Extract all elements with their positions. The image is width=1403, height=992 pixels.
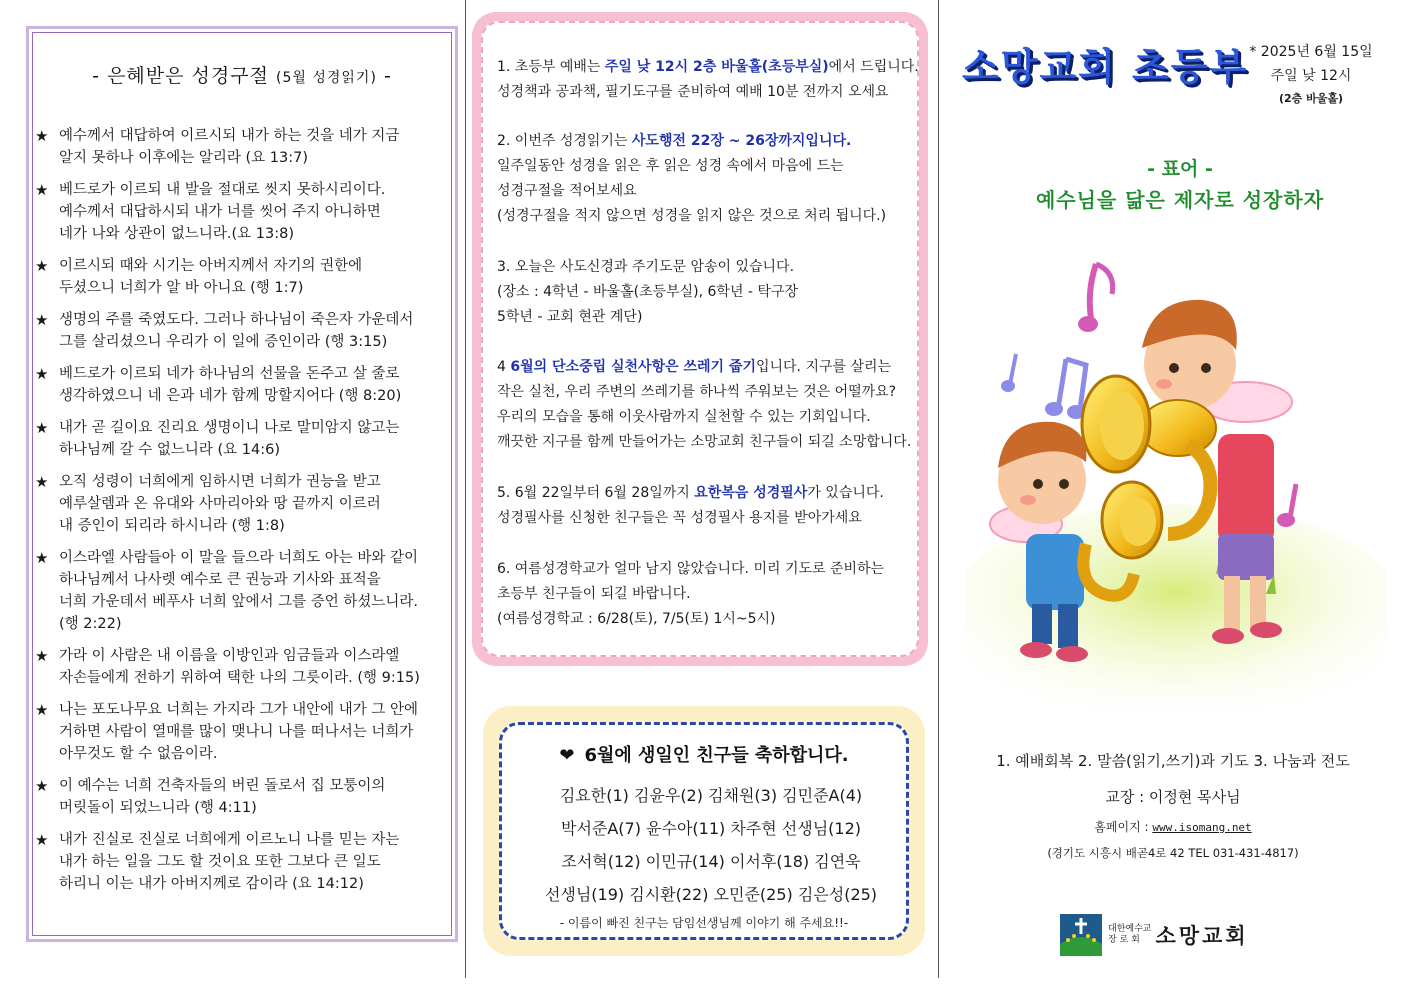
- birthday-line: 선생님(19) 김시환(22) 오민준(25) 김은성(25): [544, 885, 878, 904]
- notice-2-text-b: 일주일동안 성경을 읽은 후 읽은 성경 속에서 마음에 드는 성경구절을 적어보세요 (성경구절을 적지 않으면 성경을 읽지 않은 것으로 처리 됩니다.): [497, 158, 887, 224]
- verse-item: [35, 775, 455, 819]
- notice-panel: [472, 12, 928, 666]
- birthday-names: [516, 779, 906, 911]
- notice-2-text-a: 2. 이번주 성경읽기는: [497, 133, 632, 149]
- verse-text: 이르시되 때와 시기는 아버지께서 자기의 권한에 두셨으니 너희가 알 바 아니요 (행 1:7): [59, 258, 363, 296]
- verse-item: [35, 125, 455, 169]
- verse-text: 예수께서 대답하여 이르시되 내가 하는 것을 네가 지금 알지 못하나 이후에는 알리라 (요 13:7): [59, 128, 400, 166]
- verse-text: 가라 이 사람은 내 이름을 이방인과 임금들과 이스라엘 자손들에게 전하기 위하여 택한 나의 그릇이라. (행 9:15): [59, 648, 420, 686]
- verse-title-end: -: [383, 65, 392, 87]
- verse-text: 베드로가 이르되 네가 하나님의 선물을 돈주고 살 줄로 생각하였으니 네 은과 네가 함께 망할지어다 (행 8:20): [59, 366, 402, 404]
- church-address: (경기도 시흥시 배곧4로 42 TEL 031-431-4817): [1047, 846, 1299, 860]
- birthday-panel: [483, 706, 925, 956]
- church-title: 소망교회 초등부: [962, 45, 1249, 89]
- verse-text: 이 예수는 너희 건축자들의 버린 돌로서 집 모퉁이의 머릿돌이 되었느니라 (행 4:11): [59, 778, 386, 816]
- homepage-line: [958, 818, 1388, 835]
- notice-item-3: 3. 오늘은 사도신경과 주기도문 암송이 있습니다. (장소 : 4학년 - 바울홀(초등부실), 6학년 - 탁구장 5학년 - 교회 현관 계단): [497, 259, 799, 325]
- notice-4-highlight: 6월의 단소중립 실천사항은 쓰레기 줍기: [510, 359, 756, 375]
- birthday-title: [502, 741, 906, 767]
- star-icon: ★: [35, 549, 49, 567]
- verse-text: 오직 성령이 너희에게 임하시면 너희가 권능을 받고 예루살렘과 온 유대와 사마리아와 땅 끝까지 이르러 내 증인이 되리라 하시니라 (행 1:8): [59, 474, 381, 534]
- verse-item: [35, 471, 455, 537]
- notice-5-text-b: 가 있습니다. 성경필사를 신청한 친구들은 꼭 성경필사 용지를 받아가세요: [497, 485, 884, 526]
- notice-item-2: [497, 129, 927, 229]
- star-icon: ★: [35, 647, 49, 665]
- service-date-block: [1236, 40, 1386, 110]
- motto-text: 예수님을 닮은 제자로 성장하자: [1035, 188, 1325, 212]
- notice-5-text-a: 5. 6월 22일부터 6월 28일까지: [497, 485, 695, 501]
- service-date: * 2025년 6월 15일: [1249, 44, 1373, 60]
- vision-statement: 1. 예배회복 2. 말씀(읽기,쓰기)과 기도 3. 나눔과 전도: [996, 752, 1350, 770]
- homepage-link[interactable]: www.isomang.net: [1152, 821, 1252, 834]
- principal-name: 교장 : 이정현 목사님: [1105, 788, 1241, 806]
- verse-item: [35, 255, 455, 299]
- verse-item: [35, 829, 455, 895]
- column-divider-right: [938, 0, 939, 978]
- star-icon: ★: [35, 777, 49, 795]
- notice-item-5: [497, 481, 927, 531]
- birthday-panel-inner: [499, 722, 909, 940]
- star-icon: ★: [35, 419, 49, 437]
- logo-church-name: 소망교회: [1155, 923, 1249, 948]
- star-icon: ★: [35, 257, 49, 275]
- star-icon: ★: [35, 127, 49, 145]
- birthday-line: 박서준A(7) 윤수아(11) 차주현 선생님(12): [560, 819, 862, 838]
- verse-item: [35, 645, 455, 689]
- notice-1-text-b: 에서 드립니다. 성경책과 공과책, 필기도구를 준비하여 예배 10분 전까지 오세요: [497, 59, 919, 100]
- verse-text: 생명의 주를 죽였도다. 그러나 하나님이 죽은자 가운데서 그를 살리셨으니 우리가 이 일에 증인이라 (행 3:15): [59, 312, 414, 350]
- notice-2-highlight: 사도행전 22장 ~ 26장까지입니다.: [631, 133, 852, 149]
- notice-4-text-b: 입니다. 지구를 살리는 작은 실천, 우리 주변의 쓰레기를 하나씩 주워보는 것은 어떨까요? 우리의 모습을 통해 이웃사람까지 실천할 수 있는 기회입니다. 깨끗한 지구를 함께 만들어가는 소망교회 친구들이 되길 소망합니다.: [497, 359, 912, 450]
- notice-item-1: [497, 55, 927, 105]
- verse-text: 나는 포도나무요 너희는 가지라 그가 내안에 내가 그 안에 거하면 사람이 열매를 많이 맺나니 나를 떠나서는 너희가 아무것도 할 수 없음이라.: [59, 702, 419, 762]
- star-icon: ★: [35, 701, 49, 719]
- heart-icon: ❤: [559, 745, 575, 766]
- star-icon: ★: [35, 181, 49, 199]
- birthday-note: - 이름이 빠진 친구는 담임선생님께 이야기 해 주세요!!-: [559, 916, 849, 930]
- verse-panel: [26, 26, 458, 942]
- notice-5-highlight: 요한복음 성경필사: [694, 485, 808, 501]
- column-divider-left: [465, 0, 466, 978]
- verse-list: [35, 125, 455, 905]
- verse-text: 베드로가 이르되 내 발을 절대로 씻지 못하시리이다. 예수께서 대답하시되 내가 너를 씻어 주지 아니하면 네가 나와 상관이 없느니라.(요 13:8): [59, 182, 386, 242]
- verse-text: 내가 곧 길이요 진리요 생명이니 나로 말미암지 않고는 하나님께 갈 수 없느니라 (요 14:6): [59, 420, 400, 458]
- notice-1-text-a: 1. 초등부 예배는: [497, 59, 605, 75]
- verse-item: [35, 417, 455, 461]
- birthday-line: 김요한(1) 김윤우(2) 김채원(3) 김민준A(4): [559, 786, 863, 805]
- birthday-line: 조서혁(12) 이민규(14) 이서후(18) 김연욱: [561, 852, 861, 871]
- verse-title-main: - 은혜받은 성경구절: [92, 65, 269, 87]
- notice-panel-inner: [481, 21, 919, 657]
- church-emblem-icon: [1060, 914, 1102, 956]
- star-icon: ★: [35, 473, 49, 491]
- star-icon: ★: [35, 831, 49, 849]
- verse-title-sub: (5월 성경읽기): [276, 70, 377, 86]
- logo-denomination: 대한예수교 장 로 회: [1108, 924, 1152, 945]
- homepage-label: 홈페이지 :: [1094, 820, 1153, 834]
- kids-playing-horns-illustration: [966, 244, 1386, 714]
- verse-item: [35, 309, 455, 353]
- verse-panel-title: [29, 61, 455, 88]
- verse-item: [35, 363, 455, 407]
- verse-text: 이스라엘 사람들아 이 말을 들으라 너희도 아는 바와 같이 하나님께서 나사렛 예수로 큰 권능과 기사와 표적을 너희 가운데서 베푸사 너희 앞에서 그를 증언 하셨느니라. (행 2:22): [59, 550, 419, 632]
- church-logo: [1060, 912, 1249, 958]
- verse-item: [35, 547, 455, 635]
- birthday-title-text: 6월에 생일인 친구들 축하합니다.: [584, 745, 849, 766]
- verse-item: [35, 179, 455, 245]
- service-time: 주일 낮 12시: [1270, 68, 1352, 84]
- notice-item-4: [497, 355, 927, 455]
- verse-text: 내가 진실로 진실로 너희에게 이르노니 나를 믿는 자는 내가 하는 일을 그도 할 것이요 또한 그보다 큰 일도 하리니 이는 내가 아버지께로 감이라 (요 14:12): [59, 832, 400, 892]
- notice-item-6: 6. 여름성경학교가 얼마 남지 않았습니다. 미리 기도로 준비하는 초등부 친구들이 되길 바랍니다. (여름성경학교 : 6/28(토), 7/5(토) 1시~5시): [497, 561, 885, 627]
- verse-item: [35, 699, 455, 765]
- star-icon: ★: [35, 365, 49, 383]
- motto-heading: - 표어 -: [1147, 158, 1213, 180]
- notice-1-highlight: 주일 낮 12시 2층 바울홀(초등부실): [604, 59, 829, 75]
- notice-4-text-a: 4: [497, 359, 511, 375]
- star-icon: ★: [35, 311, 49, 329]
- service-room: (2층 바울홀): [1278, 92, 1344, 105]
